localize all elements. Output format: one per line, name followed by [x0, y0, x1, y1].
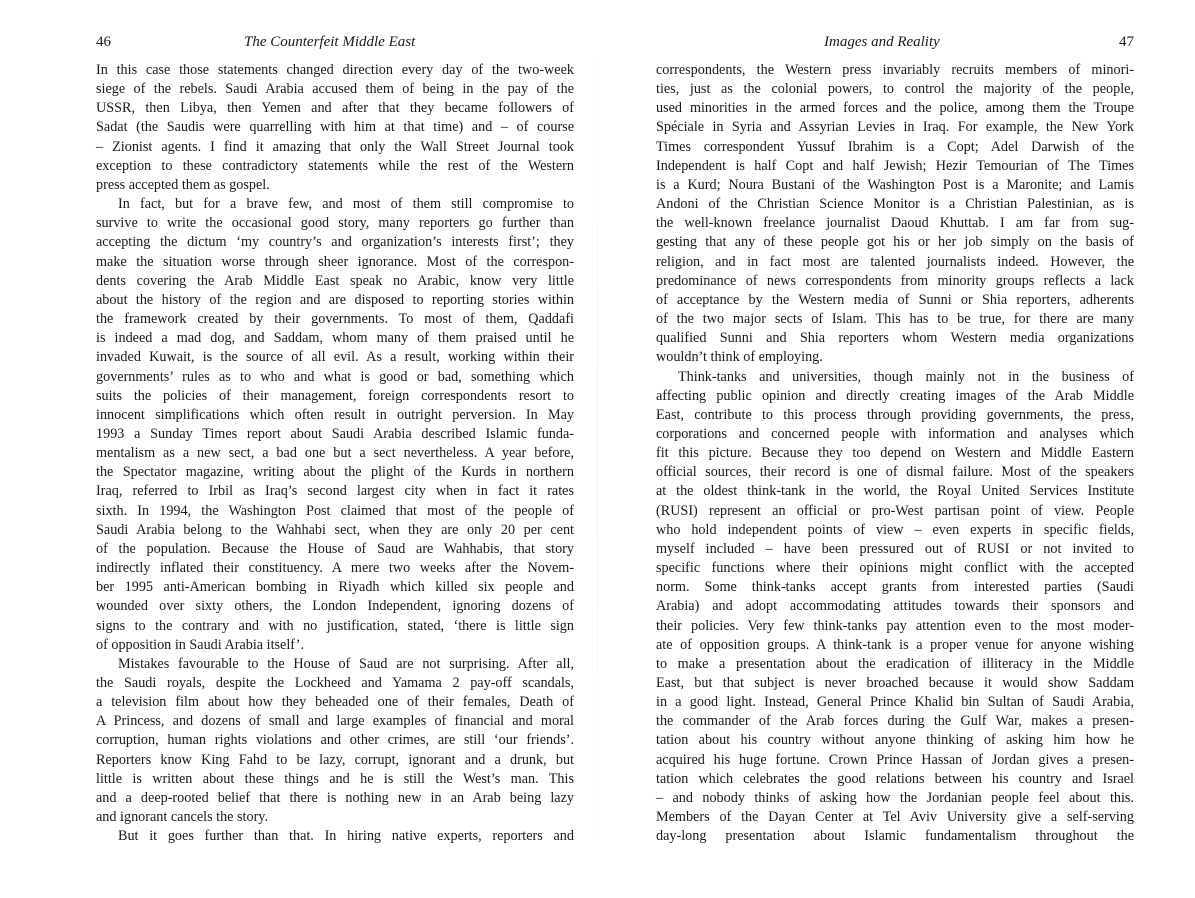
- text-line: is a Kurd; Noura Bustani of the Washington Post is a Maronite; and Lamis: [656, 176, 1134, 193]
- text-line: the Spectator magazine, writing about the plight of the Kurds in northern: [96, 464, 574, 481]
- text-line: correspondents, the Western press invariably recruits members of minori-: [656, 62, 1134, 78]
- text-line: Reporters know King Fahd to be lazy, corrupt, ignorant and a drunk, but: [96, 751, 574, 768]
- text-line: the Saudi royals, despite the Lockheed and Yamama 2 pay-off scandals,: [96, 675, 574, 691]
- text-line: 1993 a Sunday Times report about Saudi Arabia described Islamic funda-: [96, 425, 574, 442]
- text-line: in a good light. Instead, General Prince Khalid bin Sultan of Saudi Arabia,: [656, 694, 1134, 711]
- running-head-right: [656, 31, 1134, 53]
- text-line: myself included – have been pressured out of RUSI or not invited to: [656, 540, 1134, 557]
- text-line: survive to write the occasional good story, many reporters go further than: [96, 215, 574, 232]
- text-line: Think-tanks and universities, though mainly not in the business of: [678, 368, 1134, 385]
- text-line: Arabia) and adopt accommodating attitudes towards their sponsors and: [656, 598, 1134, 615]
- text-line: Spéciale in Syria and Assyrian Levies in Iraq. For example, the New York: [656, 119, 1134, 136]
- text-line: of opposition in Saudi Arabia itself’.: [96, 636, 305, 653]
- text-line: the commander of the Arab forces during the Gulf War, makes a presen-: [656, 713, 1134, 730]
- text-line: indirectly inflated their constituency. A mere two weeks after the Novem-: [96, 560, 574, 577]
- text-line: siege of the rebels. Saudi Arabia accused them of being in the pay of the: [96, 81, 574, 98]
- text-line: A Princess, and dozens of small and large examples of financial and moral: [96, 713, 574, 730]
- text-line: day-long presentation about Islamic fundamentalism throughout the: [656, 828, 1134, 845]
- body-text: [656, 61, 1134, 846]
- text-line: signs to the contrary and with no justification, stated, ‘there is little sign: [96, 617, 574, 634]
- text-line: who hold independent points of view – even experts in specific fields,: [656, 521, 1134, 538]
- body-text: [96, 61, 574, 846]
- text-line: of the population. Because the House of Saud are Wahhabis, that story: [96, 540, 574, 557]
- text-line: In fact, but for a brave few, and most of them still compromise to: [118, 196, 574, 213]
- running-title: The Counterfeit Middle East: [244, 34, 416, 50]
- text-line: East, but that subject is never broached because it would show Saddam: [656, 675, 1134, 691]
- text-line: suits the policies of their management, foreign correspondents resort to: [96, 387, 574, 404]
- text-line: press accepted them as gospel.: [96, 176, 270, 193]
- text-line: – and nobody thinks of asking how the Jordanian people feel about this.: [656, 789, 1134, 806]
- text-line: Members of the Dayan Center at Tel Aviv University give a self-serving: [656, 809, 1134, 826]
- text-line: sixth. In 1994, the Washington Post claimed that most of the people of: [96, 502, 574, 519]
- text-line: wounded over sixty others, the London Independent, ignoring dozens of: [96, 598, 574, 615]
- page-number: 47: [1119, 34, 1134, 50]
- text-line: tation about his country without anyone thinking of asking him how he: [656, 732, 1134, 749]
- text-line: But it goes further than that. In hiring native experts, reporters and: [118, 828, 574, 845]
- text-line: Mistakes favourable to the House of Saud are not surprising. After all,: [118, 655, 574, 672]
- text-line: invaded Kuwait, is the source of all evil. As a result, working within their: [96, 349, 574, 366]
- text-line: Andoni of the Christian Science Monitor is a Christian Palestinian, as is: [656, 196, 1134, 213]
- running-head-left: [96, 31, 574, 53]
- text-line: norm. Some think-tanks accept grants from interested parties (Saudi: [656, 579, 1134, 596]
- text-line: ties, just as the colonial powers, to control the majority of the people,: [656, 81, 1134, 98]
- text-line: acquired his huge fortune. Crown Prince Hassan of Jordan gives a presen-: [656, 751, 1134, 768]
- text-line: governments’ rules as to who and what is good or bad, something which: [96, 368, 574, 385]
- text-line: Times correspondent Yussuf Ibrahim is a Copt; Adel Darwish of the: [656, 138, 1134, 155]
- text-line: (RUSI) represent an official or pro-West partisan point of view. People: [656, 502, 1134, 519]
- text-line: fit this picture. Because they too depend on Western and Middle Eastern: [656, 445, 1134, 462]
- text-line: the well-known freelance journalist Daoud Khuttab. I am far from sug-: [656, 215, 1134, 232]
- text-line: Saudi Arabia belong to the Wahhabi sect, when they are only 20 per cent: [96, 521, 574, 538]
- text-line: is indeed a mad dog, and Saddam, whom many of them praised until he: [96, 330, 574, 347]
- text-line: innocent simplifications which often result in outright perversion. In May: [96, 406, 574, 423]
- text-line: ate of opposition groups. A think-tank is a proper venue for anyone wishing: [656, 636, 1134, 653]
- text-line: dents covering the Arab Middle East speak no Arabic, know very little: [96, 272, 574, 289]
- text-line: predominance of news correspondents from minority groups reflects a lack: [656, 272, 1134, 289]
- page-gutter: [597, 0, 598, 898]
- text-line: official sources, their record is one of dismal failure. Most of the speakers: [656, 464, 1134, 481]
- text-line: the framework created by their governments. To most of them, Qaddafi: [96, 311, 574, 328]
- text-line: qualified Sunni and Shia reporters whom Western media organizations: [656, 330, 1134, 347]
- text-line: – Zionist agents. I find it amazing that only the Wall Street Journal took: [96, 138, 574, 155]
- text-line: Independent is half Copt and half Jewish; Hezir Temourian of The Times: [656, 157, 1134, 174]
- text-line: specific functions where their opinions might conflict with the accepted: [656, 560, 1134, 577]
- text-line: corruption, human rights violations and other crimes, are still ‘our friends’.: [96, 732, 574, 749]
- text-line: corporations and concerned people with information and analyses which: [656, 425, 1134, 442]
- right-page: [656, 0, 1134, 898]
- text-line: and a deep-rooted belief that there is nothing new in an Arab being lazy: [96, 789, 574, 806]
- text-line: at the oldest think-tank in the world, the Royal United Services Institute: [656, 483, 1134, 500]
- running-title: Images and Reality: [824, 34, 940, 50]
- text-line: Sadat (the Saudis were quarrelling with him at that time) and – of course: [96, 119, 574, 136]
- text-line: their policies. Very few think-tanks pay attention even to the most moder-: [656, 617, 1134, 634]
- text-line: accepting the dictum ‘my country’s and organization’s interests first’; they: [96, 234, 574, 251]
- text-line: affecting public opinion and directly creating images of the Arab Middle: [656, 387, 1134, 404]
- text-line: to make a presentation about the eradication of illiteracy in the Middle: [656, 655, 1134, 672]
- text-line: little is written about these things and he is still the West’s man. This: [96, 770, 574, 787]
- text-line: wouldn’t think of employing.: [656, 349, 823, 366]
- text-line: mentalism as a new sect, a bad one but a sect nevertheless. A year before,: [96, 445, 574, 462]
- text-line: of acceptance by the Western media of Sunni or Shia reporters, adherents: [656, 291, 1134, 308]
- text-line: about the history of the region and are disposed to reporting stories within: [96, 291, 574, 308]
- text-line: gesting that any of these people got his or her job simply on the basis of: [656, 234, 1134, 251]
- text-line: religion, and in fact most are talented journalists indeed. However, the: [656, 253, 1134, 270]
- text-line: a television film about how they beheaded one of their females, Death of: [96, 694, 574, 711]
- text-line: exception to these contradictory statements while the rest of the Western: [96, 157, 574, 174]
- text-line: tation which celebrates the good relations between his country and Israel: [656, 770, 1134, 787]
- text-line: and ignorant cancels the story.: [96, 809, 269, 826]
- text-line: used minorities in the armed forces and the police, among them the Troupe: [656, 100, 1134, 117]
- text-line: East, contribute to this process through providing governments, the press,: [656, 406, 1134, 423]
- text-line: of the two major sects of Islam. This has to be true, for there are many: [656, 311, 1134, 328]
- left-page: [96, 0, 574, 898]
- page-number: 46: [96, 34, 111, 50]
- text-line: In this case those statements changed direction every day of the two-week: [96, 62, 574, 78]
- text-line: USSR, then Libya, then Yemen and after that they became followers of: [96, 100, 574, 117]
- text-line: ber 1995 anti-American bombing in Riyadh which killed six people and: [96, 579, 574, 596]
- text-line: make the situation worse through sheer ignorance. Most of the correspon-: [96, 253, 574, 270]
- text-line: Iraq, referred to Irbil as Iraq’s second largest city when in fact it rates: [96, 483, 574, 500]
